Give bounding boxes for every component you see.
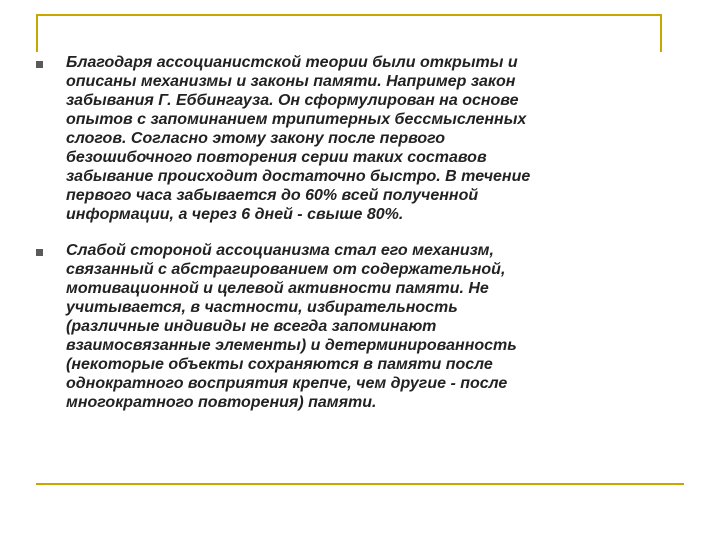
square-bullet-icon <box>36 61 43 68</box>
frame-bottom-line <box>36 483 684 485</box>
square-bullet-icon <box>36 249 43 256</box>
bullet-text: Слабой стороной ассоцианизма стал его механизм, связанный с абстрагированием от содержательной, мотивационной и целевой активности памяти. Не учитывается, в частности, избирательность (различные индивиды не всегда запоминают взаимосвязанные элементы) и детерминированность (некоторые объекты сохраняются в памяти после однократного восприятия крепче, чем другие - после многократного повторения) памяти. <box>66 242 517 411</box>
frame-right-line <box>660 14 662 52</box>
bullet-item-associationism-weakness <box>36 241 676 412</box>
frame-left-line <box>36 14 38 52</box>
frame-top-line <box>36 14 662 16</box>
bullet-list <box>36 53 676 429</box>
bullet-item-associationism-laws <box>36 53 676 224</box>
bullet-text: Благодаря ассоцианистской теории были открыты и описаны механизмы и законы памяти. Например закон забывания Г. Еббингауза. Он сформулирован на основе опытов с запоминанием трипитерных бессмысленных слогов. Согласно этому закону после первого безошибочного повторения серии таких составов забывание происходит достаточно быстро. В течение первого часа забывается до 60% всей полученной информации, а через 6 дней - свыше 80%. <box>66 54 531 223</box>
